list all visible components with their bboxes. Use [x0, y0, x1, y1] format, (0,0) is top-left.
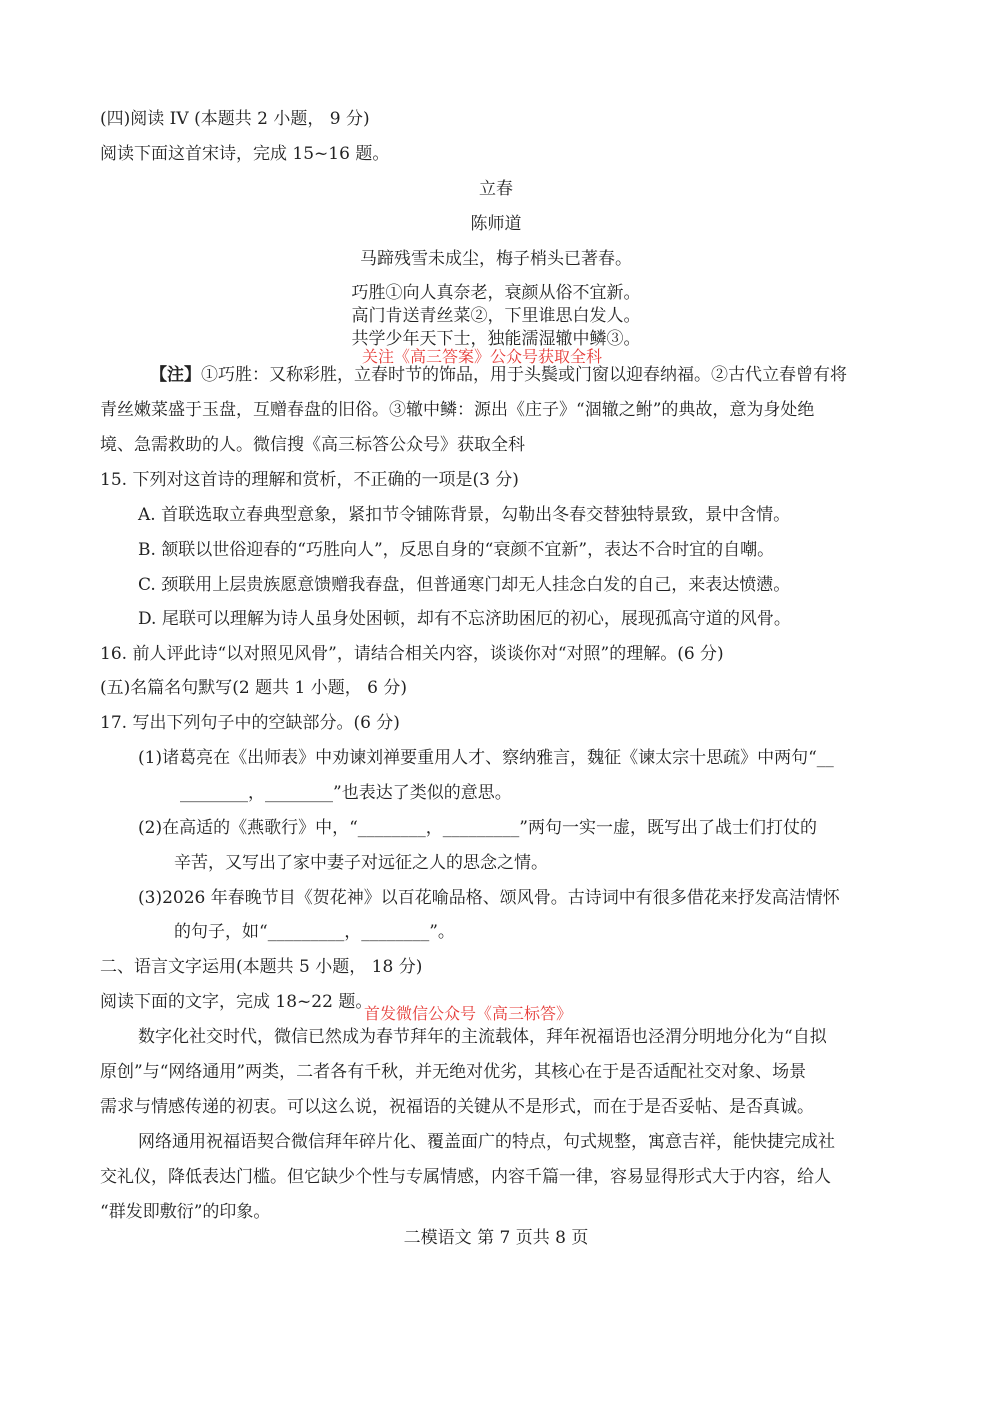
passage-para2-line2: 交礼仪，降低表达门槛。但它缺少个性与专属情感，内容千篇一律，容易显得形式大于内容，给人 [100, 1167, 831, 1187]
q15-option-b: B. 颔联以世俗迎春的“巧胜向人”，反思自身的“衰颜不宜新”，表达不合时宜的自嘲。 [138, 540, 775, 560]
q17-part3-line1: (3)2026 年春晚节目《贺花神》以百花喻品格、颂风骨。古诗词中有很多借花来抒发高洁情怀 [138, 888, 840, 908]
section5-heading: (五)名篇名句默写(2 题共 1 小题， 6 分) [100, 678, 407, 698]
poem-line-4: 共学少年天下士，独能濡湿辙中鳞③。 [351, 329, 641, 349]
note-label: 【注】 [150, 365, 201, 385]
passage-para1-line3: 需求与情感传递的初衷。可以这么说，祝福语的关键从不是形式，而在于是否妥帖、是否真诚。 [100, 1097, 814, 1117]
note-line-1 [150, 364, 847, 386]
watermark-text-2: 首发微信公众号《高三标答》 [364, 1004, 573, 1023]
poem-author: 陈师道 [470, 214, 522, 234]
note-text-1: ①巧胜：又称彩胜，立春时节的饰品，用于头鬓或门窗以迎春纳福。②古代立春曾有将 [201, 365, 847, 385]
watermark-text: 关注《高三答案》公众号获取全科 [362, 347, 603, 366]
q15-option-a: A. 首联选取立春典型意象，紧扣节令铺陈背景，勾勒出冬春交替独特景致，景中含情。 [138, 505, 791, 525]
part2-instruction: 阅读下面的文字，完成 18~22 题。 [100, 992, 373, 1012]
q16-stem: 16. 前人评此诗“以对照见风骨”，请结合相关内容，谈谈你对“对照”的理解。(6 分) [100, 644, 724, 664]
section4-heading: (四)阅读 IV (本题共 2 小题， 9 分) [100, 109, 370, 129]
poem-line-1: 马蹄残雪未成尘，梅子梢头已著春。 [360, 249, 632, 269]
page-footer: 二模语文 第 7 页共 8 页 [403, 1228, 589, 1248]
q17-part1-line1: (1)诸葛亮在《出师表》中劝谏刘禅要重用人才、察纳雅言，魏征《谏太宗十思疏》中两句“__ [138, 748, 834, 768]
poem-line-2: 巧胜①向人真奈老，衰颜从俗不宜新。 [351, 283, 641, 303]
q15-stem: 15. 下列对这首诗的理解和赏析，不正确的一项是(3 分) [100, 470, 519, 490]
q17-part2-line2: 辛苦，又写出了家中妻子对远征之人的思念之情。 [174, 853, 548, 873]
passage-para2-line3: “群发即敷衍”的印象。 [100, 1202, 271, 1222]
section4-instruction: 阅读下面这首宋诗，完成 15~16 题。 [100, 144, 390, 164]
part2-heading: 二、语言文字运用(本题共 5 小题， 18 分) [100, 957, 423, 977]
passage-para1-line2: 原创”与“网络通用”两类，二者各有千秋，并无绝对优劣，其核心在于是否适配社交对象、场景 [100, 1062, 807, 1082]
note-line-2: 青丝嫩菜盛于玉盘，互赠春盘的旧俗。③辙中鳞：源出《庄子》“涸辙之鲋”的典故，意为身处绝 [100, 400, 815, 420]
poem-line-3: 高门肯送青丝菜②，下里谁思白发人。 [351, 306, 641, 326]
q15-option-d: D. 尾联可以理解为诗人虽身处困顿，却有不忘济助困厄的初心，展现孤高守道的风骨。 [138, 609, 791, 629]
q17-stem: 17. 写出下列句子中的空缺部分。(6 分) [100, 713, 400, 733]
passage-para2-line1: 网络通用祝福语契合微信拜年碎片化、覆盖面广的特点，句式规整，寓意吉祥，能快捷完成社 [138, 1132, 835, 1152]
note-line-3: 境、急需救助的人。微信搜《高三标答公众号》获取全科 [100, 435, 525, 455]
q17-part3-line2: 的句子，如“_________，________”。 [174, 922, 455, 942]
q17-part2-line1: (2)在高适的《燕歌行》中，“________，_________”两句一实一虚，既写出了战士们打仗的 [138, 818, 817, 838]
passage-para1-line1: 数字化社交时代，微信已然成为春节拜年的主流载体，拜年祝福语也泾渭分明地分化为“自拟 [138, 1027, 827, 1047]
q15-option-c: C. 颈联用上层贵族愿意馈赠我春盘，但普通寒门却无人挂念白发的自己，来表达愤懑。 [138, 575, 791, 595]
poem-title: 立春 [479, 179, 513, 199]
q17-part1-line2: ________，________”也表达了类似的意思。 [180, 783, 512, 803]
